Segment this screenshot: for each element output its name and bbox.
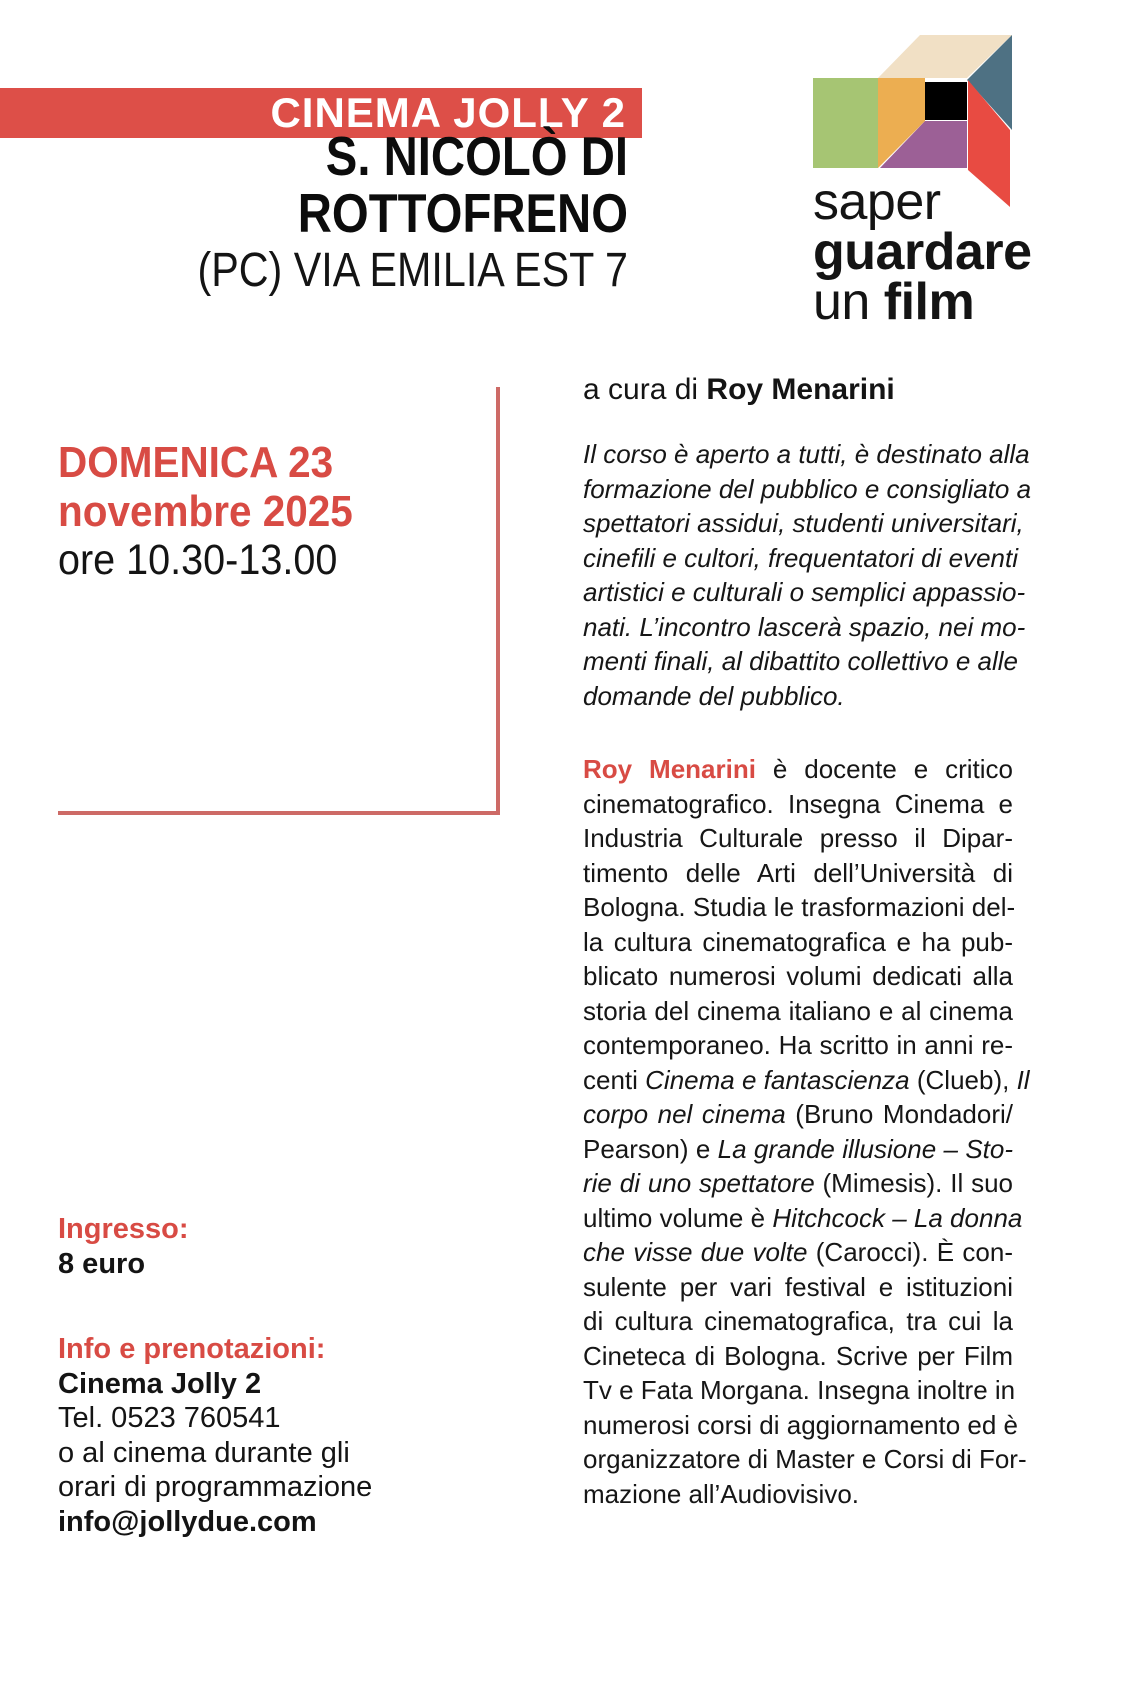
text-line <box>58 1470 372 1505</box>
text-line <box>583 1028 1013 1063</box>
logo-black-square <box>925 82 967 120</box>
text-segment: o al cinema durante gli <box>58 1436 350 1469</box>
logo-word-un-film <box>813 273 1032 331</box>
text-line <box>583 1235 1013 1270</box>
text-line <box>583 1442 1027 1477</box>
text-line <box>583 1304 1013 1339</box>
text-line <box>583 541 1019 576</box>
text-line <box>583 1408 1019 1443</box>
logo-word-guardare: guardare <box>813 223 1032 281</box>
text-line <box>583 925 1013 960</box>
text-segment: mazione all’Audiovisivo. <box>583 1478 860 1509</box>
text-segment: Il corso è aperto a tutti, è destinato alla <box>583 439 1030 469</box>
text-segment: Ingresso: <box>58 1213 189 1245</box>
text-segment: menti finali, al dibattito collettivo e alle <box>583 646 1019 676</box>
text-line <box>583 1270 1013 1305</box>
text-segment: Cineteca di Bologna. Scrive per Film <box>583 1340 1013 1371</box>
text-line <box>58 1332 372 1367</box>
curator-line <box>583 373 895 407</box>
text-segment: (Bruno Mondadori/ <box>785 1099 1013 1129</box>
text-segment: contemporaneo. Ha scritto in anni re- <box>583 1030 1013 1060</box>
course-intro-paragraph <box>583 437 1032 713</box>
text-segment: di cultura cinematografica, tra cui la <box>583 1306 1013 1336</box>
text-segment: nati. L’incontro lascerà spazio, nei mo- <box>583 611 1026 642</box>
bracket-horizontal-line <box>58 811 500 815</box>
text-segment: che visse due volte <box>583 1237 808 1267</box>
event-date-line-1: DOMENICA 23 <box>58 438 334 487</box>
text-line <box>58 1505 372 1540</box>
text-line <box>583 994 1013 1029</box>
curator-prefix: a cura di <box>583 373 707 406</box>
text-segment: la cultura cinematografica e ha pub- <box>583 926 1013 957</box>
logo-wordmark <box>813 173 1032 331</box>
text-segment: orari di programmazione <box>58 1471 373 1503</box>
text-segment: (Clueb), <box>909 1064 1017 1095</box>
text-segment: spettatori assidui, studenti universitari, <box>583 508 1024 538</box>
venue-name: CINEMA JOLLY 2 <box>270 89 626 136</box>
event-date-block <box>58 438 353 585</box>
text-line <box>583 752 1013 787</box>
text-line <box>583 787 1013 822</box>
text-segment: Cinema Jolly 2 <box>58 1367 262 1400</box>
text-segment: Hitchcock – La donna <box>772 1202 1023 1233</box>
text-segment: sulente per vari festival e istituzioni <box>583 1271 1013 1302</box>
text-segment: numerosi corsi di aggiornamento ed è <box>583 1409 1019 1440</box>
text-segment: Il <box>1016 1064 1030 1095</box>
venue-location <box>88 125 628 299</box>
text-segment: formazione del pubblico e consigliato a <box>583 473 1032 504</box>
text-segment: organizzatore di Master e Corsi di For- <box>583 1444 1027 1474</box>
text-segment: storia del cinema italiano e al cinema <box>583 995 1013 1026</box>
text-line <box>583 506 1024 541</box>
text-segment: Industria Culturale presso il Dipar- <box>583 823 1013 853</box>
text-segment: La grande illusione – Sto- <box>717 1133 1013 1164</box>
text-line <box>583 1063 1030 1098</box>
text-segment: Tel. 0523 760541 <box>58 1402 281 1434</box>
text-segment: Cinema e fantascienza <box>645 1064 910 1095</box>
text-line <box>583 1339 1013 1374</box>
text-segment: Info e prenotazioni: <box>58 1333 326 1365</box>
text-segment: info@jollydue.com <box>58 1505 317 1538</box>
text-segment: Roy Menarini <box>583 754 756 784</box>
logo-word-saper: saper <box>813 173 941 231</box>
text-segment: è docente e critico <box>755 754 1013 784</box>
text-line <box>58 1247 189 1282</box>
location-line-1: S. NICOLÒ DI <box>325 125 628 187</box>
text-segment: cinematografico. Insegna Cinema e <box>583 788 1013 819</box>
text-segment: domande del pubblico. <box>583 680 845 711</box>
text-line <box>583 856 1013 891</box>
text-segment: cinefili e cultori, frequentatori di eventi <box>583 542 1019 573</box>
text-segment: Bologna. Studia le trasformazioni del- <box>583 892 1016 922</box>
text-segment: Tv e Fata Morgana. Insegna inoltre in <box>583 1375 1016 1405</box>
text-segment: ultimo volume è <box>583 1202 773 1233</box>
text-line <box>583 1373 1016 1408</box>
text-segment: centi <box>583 1064 646 1095</box>
text-line <box>583 610 1026 645</box>
text-line <box>583 1477 1013 1512</box>
text-segment: Pearson) e <box>583 1133 718 1164</box>
text-segment: timento delle Arti dell’Università di <box>583 857 1013 888</box>
curator-name: Roy Menarini <box>706 373 895 406</box>
bracket-vertical-line <box>496 387 500 813</box>
logo-green-face <box>813 78 878 168</box>
event-date-line-2: novembre 2025 <box>58 487 353 536</box>
location-line-2: ROTTOFRENO <box>297 182 628 244</box>
text-segment: blicato numerosi volumi dedicati alla <box>583 961 1013 991</box>
text-line <box>58 1436 372 1471</box>
text-line <box>583 959 1013 994</box>
text-line <box>583 890 1016 925</box>
text-line <box>583 1132 1013 1167</box>
text-line <box>583 1166 1013 1201</box>
curator-bio-paragraph <box>583 752 1030 1511</box>
text-segment: corpo nel cinema <box>583 1099 786 1129</box>
text-line <box>583 1201 1023 1236</box>
text-line <box>58 1367 372 1402</box>
venue-address: (PC) VIA EMILIA EST 7 <box>197 244 628 297</box>
text-line <box>583 575 1026 610</box>
text-line <box>583 679 1013 714</box>
text-line <box>583 644 1019 679</box>
event-time: ore 10.30-13.00 <box>58 536 338 584</box>
info-booking-block <box>58 1332 372 1539</box>
text-segment: artistici e culturali o semplici appassio- <box>583 577 1026 607</box>
logo-word-un: un <box>813 273 884 331</box>
text-segment: (Carocci). È con- <box>807 1237 1013 1267</box>
text-line <box>58 1212 189 1247</box>
text-line <box>583 1097 1013 1132</box>
text-line <box>583 821 1013 856</box>
text-line <box>583 437 1030 472</box>
text-segment: (Mimesis). Il suo <box>814 1168 1013 1198</box>
tickets-block <box>58 1212 189 1281</box>
text-line <box>58 1401 372 1436</box>
text-segment: 8 euro <box>58 1247 146 1280</box>
text-segment: rie di uno spettatore <box>583 1168 815 1198</box>
logo-word-film: film <box>883 273 975 331</box>
text-line <box>583 472 1032 507</box>
